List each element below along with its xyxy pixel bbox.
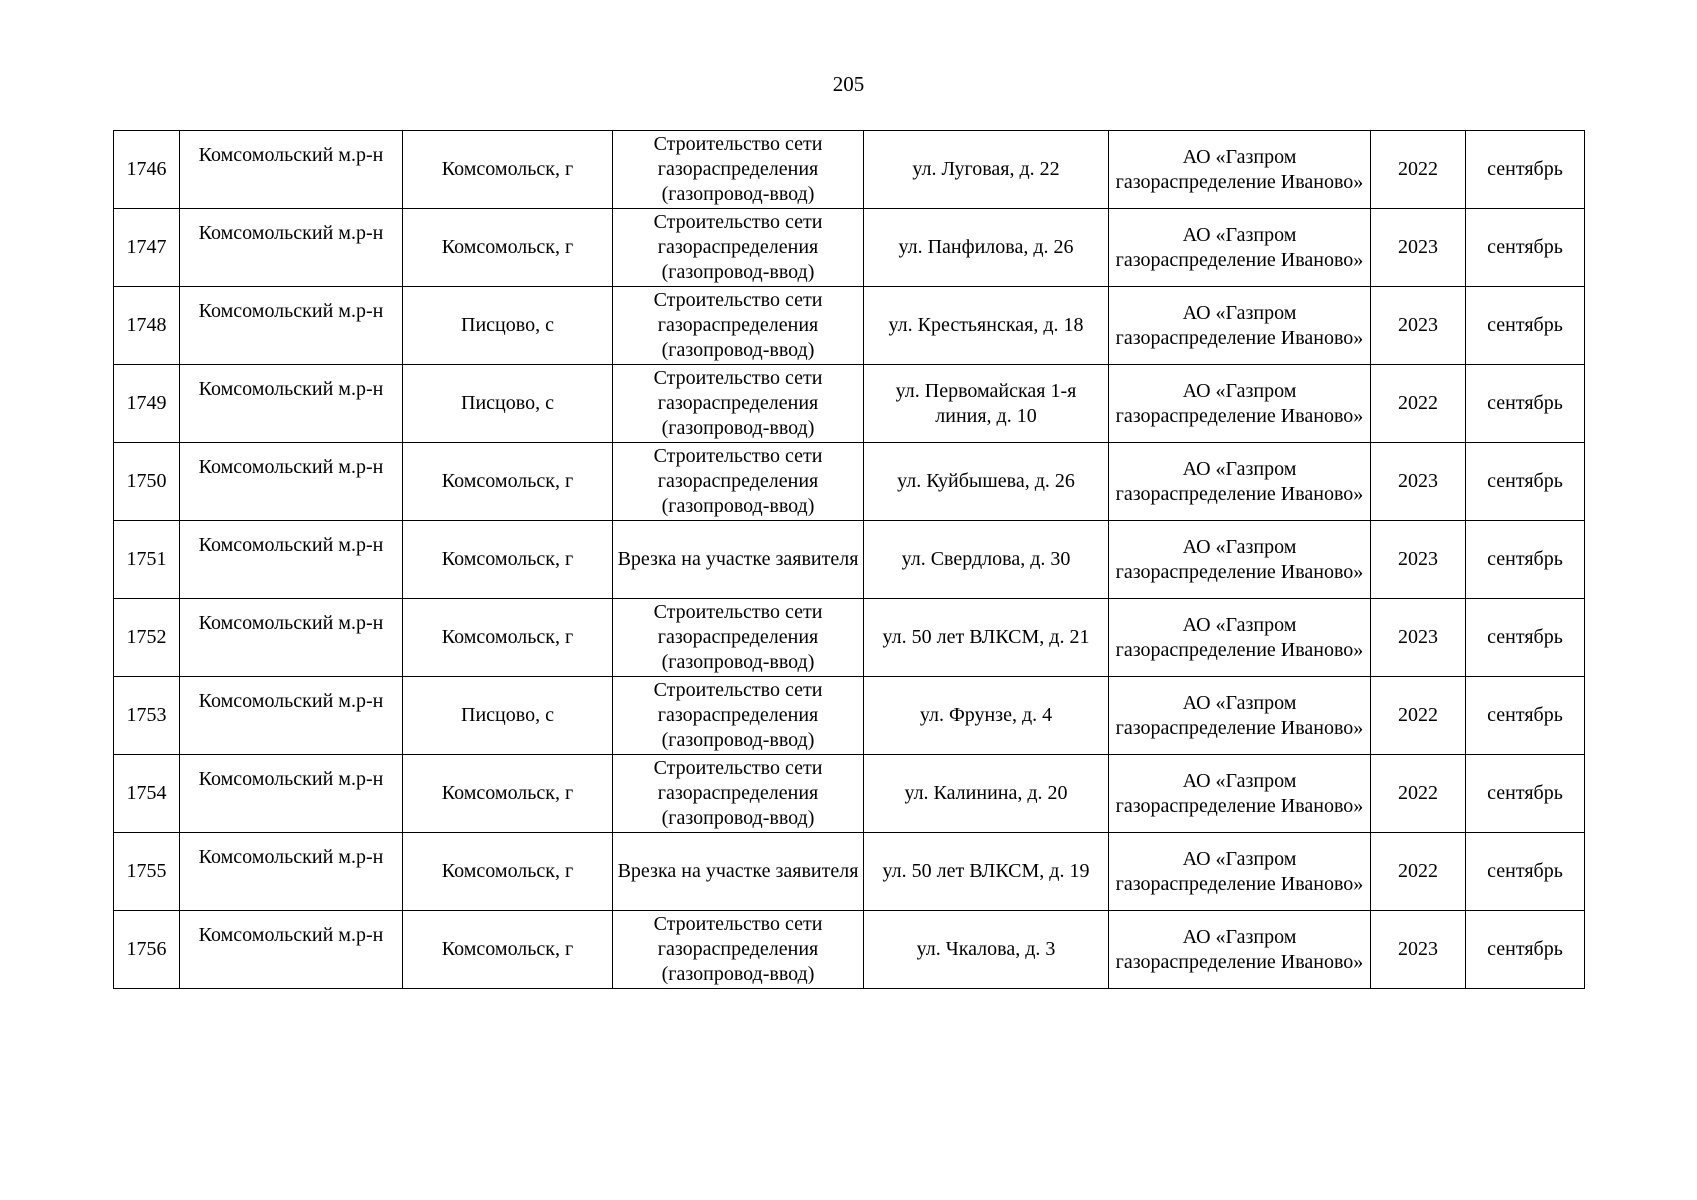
row-number-cell: 1748: [114, 287, 180, 365]
locality-cell: Писцово, с: [403, 677, 613, 755]
organization-cell: АО «Газпром газораспределение Иваново»: [1109, 677, 1371, 755]
month-cell: сентябрь: [1466, 755, 1585, 833]
month-cell: сентябрь: [1466, 287, 1585, 365]
work-type-cell: Строительство сети газораспределения (газопровод-ввод): [613, 677, 864, 755]
locality-cell: Комсомольск, г: [403, 209, 613, 287]
work-type-cell: Строительство сети газораспределения (газопровод-ввод): [613, 911, 864, 989]
locality-cell: Комсомольск, г: [403, 833, 613, 911]
district-cell: Комсомольский м.р-н: [180, 287, 403, 365]
district-cell: Комсомольский м.р-н: [180, 755, 403, 833]
district-cell: Комсомольский м.р-н: [180, 911, 403, 989]
district-cell: Комсомольский м.р-н: [180, 599, 403, 677]
district-cell: Комсомольский м.р-н: [180, 209, 403, 287]
month-cell: сентябрь: [1466, 833, 1585, 911]
table-row: [114, 521, 1585, 599]
locality-cell: Писцово, с: [403, 365, 613, 443]
organization-cell: АО «Газпром газораспределение Иваново»: [1109, 911, 1371, 989]
year-cell: 2023: [1371, 599, 1466, 677]
address-cell: ул. Калинина, д. 20: [864, 755, 1109, 833]
month-cell: сентябрь: [1466, 443, 1585, 521]
month-cell: сентябрь: [1466, 365, 1585, 443]
address-cell: ул. Куйбышева, д. 26: [864, 443, 1109, 521]
table-row: [114, 833, 1585, 911]
address-cell: ул. Чкалова, д. 3: [864, 911, 1109, 989]
table-row: [114, 911, 1585, 989]
organization-cell: АО «Газпром газораспределение Иваново»: [1109, 755, 1371, 833]
organization-cell: АО «Газпром газораспределение Иваново»: [1109, 365, 1371, 443]
address-cell: ул. Панфилова, д. 26: [864, 209, 1109, 287]
year-cell: 2022: [1371, 131, 1466, 209]
district-cell: Комсомольский м.р-н: [180, 521, 403, 599]
row-number-cell: 1752: [114, 599, 180, 677]
work-type-cell: Строительство сети газораспределения (газопровод-ввод): [613, 599, 864, 677]
month-cell: сентябрь: [1466, 209, 1585, 287]
year-cell: 2022: [1371, 365, 1466, 443]
organization-cell: АО «Газпром газораспределение Иваново»: [1109, 521, 1371, 599]
locality-cell: Комсомольск, г: [403, 521, 613, 599]
page-number: 205: [832, 72, 865, 96]
row-number-cell: 1747: [114, 209, 180, 287]
address-cell: ул. Крестьянская, д. 18: [864, 287, 1109, 365]
month-cell: сентябрь: [1466, 677, 1585, 755]
row-number-cell: 1754: [114, 755, 180, 833]
district-cell: Комсомольский м.р-н: [180, 677, 403, 755]
organization-cell: АО «Газпром газораспределение Иваново»: [1109, 443, 1371, 521]
work-type-cell: Врезка на участке заявителя: [613, 833, 864, 911]
organization-cell: АО «Газпром газораспределение Иваново»: [1109, 131, 1371, 209]
locality-cell: Писцово, с: [403, 287, 613, 365]
gasification-table: [113, 130, 1585, 989]
month-cell: сентябрь: [1466, 131, 1585, 209]
address-cell: ул. Луговая, д. 22: [864, 131, 1109, 209]
year-cell: 2023: [1371, 209, 1466, 287]
organization-cell: АО «Газпром газораспределение Иваново»: [1109, 833, 1371, 911]
table-row: [114, 287, 1585, 365]
year-cell: 2022: [1371, 833, 1466, 911]
table-row: [114, 365, 1585, 443]
row-number-cell: 1749: [114, 365, 180, 443]
organization-cell: АО «Газпром газораспределение Иваново»: [1109, 287, 1371, 365]
organization-cell: АО «Газпром газораспределение Иваново»: [1109, 599, 1371, 677]
locality-cell: Комсомольск, г: [403, 131, 613, 209]
row-number-cell: 1750: [114, 443, 180, 521]
table-row: [114, 755, 1585, 833]
table-row: [114, 443, 1585, 521]
month-cell: сентябрь: [1466, 521, 1585, 599]
year-cell: 2022: [1371, 677, 1466, 755]
work-type-cell: Строительство сети газораспределения (газопровод-ввод): [613, 755, 864, 833]
district-cell: Комсомольский м.р-н: [180, 365, 403, 443]
locality-cell: Комсомольск, г: [403, 755, 613, 833]
table-row: [114, 599, 1585, 677]
locality-cell: Комсомольск, г: [403, 443, 613, 521]
work-type-cell: Строительство сети газораспределения (газопровод-ввод): [613, 209, 864, 287]
work-type-cell: Строительство сети газораспределения (газопровод-ввод): [613, 443, 864, 521]
month-cell: сентябрь: [1466, 599, 1585, 677]
district-cell: Комсомольский м.р-н: [180, 833, 403, 911]
row-number-cell: 1751: [114, 521, 180, 599]
work-type-cell: Строительство сети газораспределения (газопровод-ввод): [613, 287, 864, 365]
row-number-cell: 1753: [114, 677, 180, 755]
district-cell: Комсомольский м.р-н: [180, 131, 403, 209]
address-cell: ул. Первомайская 1-я линия, д. 10: [864, 365, 1109, 443]
row-number-cell: 1756: [114, 911, 180, 989]
table-row: [114, 677, 1585, 755]
row-number-cell: 1746: [114, 131, 180, 209]
year-cell: 2023: [1371, 911, 1466, 989]
year-cell: 2023: [1371, 521, 1466, 599]
organization-cell: АО «Газпром газораспределение Иваново»: [1109, 209, 1371, 287]
table-row: [114, 209, 1585, 287]
year-cell: 2023: [1371, 443, 1466, 521]
year-cell: 2022: [1371, 755, 1466, 833]
address-cell: ул. Фрунзе, д. 4: [864, 677, 1109, 755]
address-cell: ул. 50 лет ВЛКСМ, д. 19: [864, 833, 1109, 911]
district-cell: Комсомольский м.р-н: [180, 443, 403, 521]
address-cell: ул. Свердлова, д. 30: [864, 521, 1109, 599]
table-row: [114, 131, 1585, 209]
address-cell: ул. 50 лет ВЛКСМ, д. 21: [864, 599, 1109, 677]
row-number-cell: 1755: [114, 833, 180, 911]
work-type-cell: Строительство сети газораспределения (газопровод-ввод): [613, 131, 864, 209]
work-type-cell: Строительство сети газораспределения (газопровод-ввод): [613, 365, 864, 443]
locality-cell: Комсомольск, г: [403, 599, 613, 677]
month-cell: сентябрь: [1466, 911, 1585, 989]
year-cell: 2023: [1371, 287, 1466, 365]
locality-cell: Комсомольск, г: [403, 911, 613, 989]
work-type-cell: Врезка на участке заявителя: [613, 521, 864, 599]
